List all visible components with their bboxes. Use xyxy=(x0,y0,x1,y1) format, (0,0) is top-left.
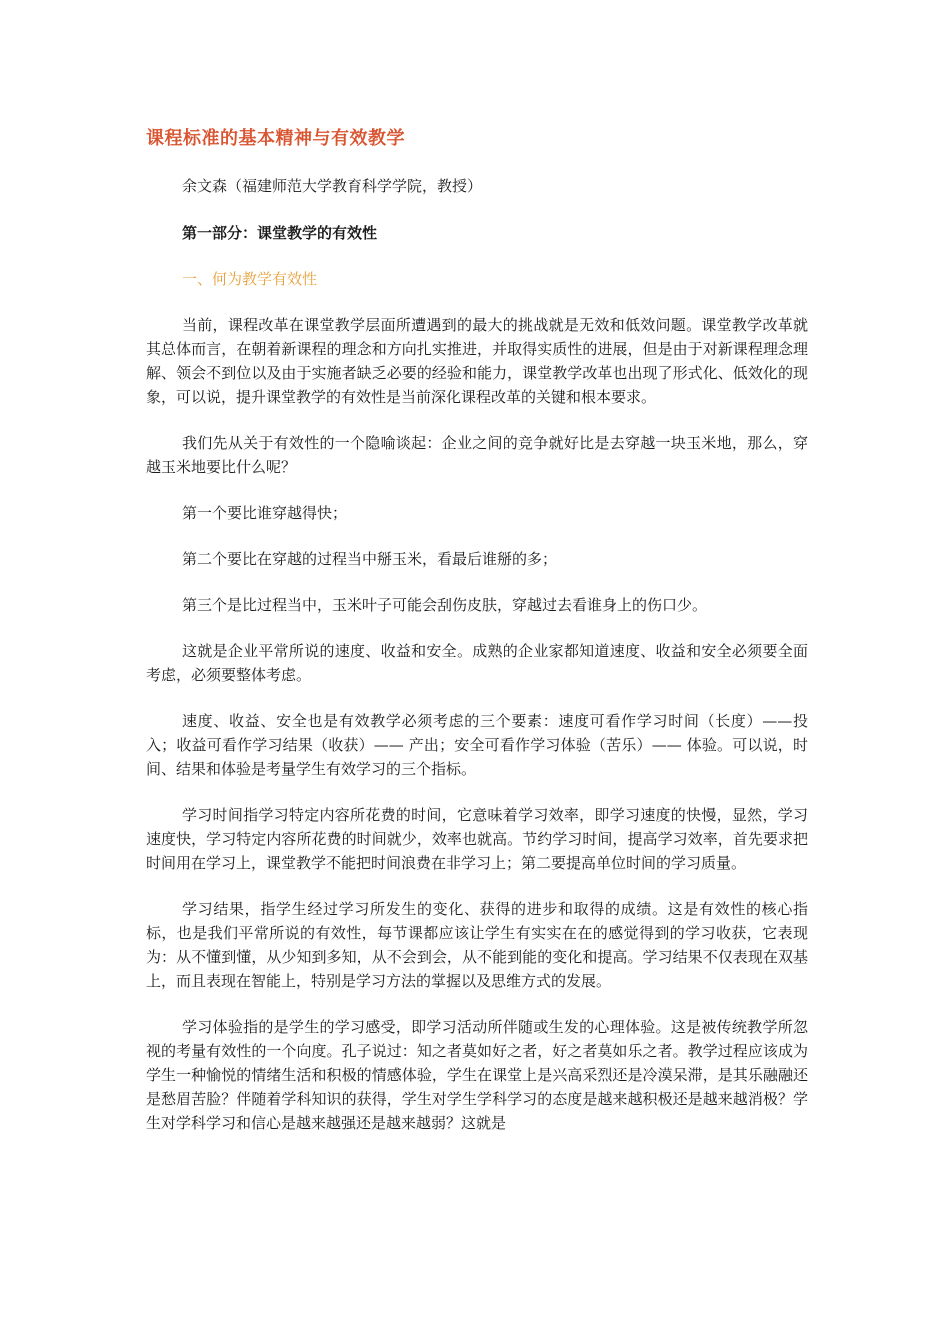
paragraph: 第一个要比谁穿越得快； xyxy=(182,504,348,522)
document-title: 课程标准的基本精神与有效教学 xyxy=(146,128,405,149)
paragraph: 学习结果，指学生经过学习所发生的变化、获得的进步和取得的成绩。这是有效性的核心指标，也是我们平常所说的有效性，每节课都应该让学生有实实在在的感觉得到的学习收获，它表现为：从不懂到懂，从少知到多知，从不会到会，从不能到能的变化和提高。学习结果不仅表现在双基上，而且表现在智能上，特别是学习方法的掌握以及思维方式的发展。 xyxy=(146,900,808,990)
paragraph: 我们先从关于有效性的一个隐喻谈起：企业之间的竞争就好比是去穿越一块玉米地，那么，穿越玉米地要比什么呢？ xyxy=(146,434,808,476)
body-text xyxy=(146,313,808,1157)
paragraph: 第三个是比过程当中，玉米叶子可能会刮伤皮肤，穿越过去看谁身上的伤口少。 xyxy=(182,596,708,614)
section-heading: 一、何为教学有效性 xyxy=(182,270,318,288)
paragraph: 速度、收益、安全也是有效教学必须考虑的三个要素：速度可看作学习时间（长度）——投入；收益可看作学习结果（收获）—— 产出；安全可看作学习体验（苦乐）—— 体验。可以说，时间、结果和体验是考量学生有效学习的三个指标。 xyxy=(146,712,808,778)
paragraph: 这就是企业平常所说的速度、收益和安全。成熟的企业家都知道速度、收益和安全必须要全面考虑，必须要整体考虑。 xyxy=(146,642,808,684)
part-heading: 第一部分：课堂教学的有效性 xyxy=(182,224,378,242)
paragraph: 学习体验指的是学生的学习感受，即学习活动所伴随或生发的心理体验。这是被传统教学所忽视的考量有效性的一个向度。孔子说过：知之者莫如好之者，好之者莫如乐之者。教学过程应该成为学生一种愉悦的情绪生活和积极的情感体验，学生在课堂上是兴高采烈还是冷漠呆滞，是其乐融融还是愁眉苦脸？伴随着学科知识的获得，学生对学生学科学习的态度是越来越积极还是越来越消极？学生对学科学习和信心是越来越强还是越来越弱？这就是 xyxy=(146,1018,808,1132)
paragraph: 第二个要比在穿越的过程当中掰玉米，看最后谁掰的多； xyxy=(182,550,558,568)
author-line: 余文森（福建师范大学教育科学学院，教授） xyxy=(182,177,483,195)
paragraph: 学习时间指学习特定内容所花费的时间，它意味着学习效率，即学习速度的快慢，显然，学习速度快，学习特定内容所花费的时间就少，效率也就高。节约学习时间，提高学习效率，首先要求把时间用在学习上，课堂教学不能把时间浪费在非学习上；第二要提高单位时间的学习质量。 xyxy=(146,806,808,872)
paragraph: 当前，课程改革在课堂教学层面所遭遇到的最大的挑战就是无效和低效问题。课堂教学改革就其总体而言，在朝着新课程的理念和方向扎实推进，并取得实质性的进展，但是由于对新课程理念理解、领会不到位以及由于实施者缺乏必要的经验和能力，课堂教学改革也出现了形式化、低效化的现象，可以说，提升课堂教学的有效性是当前深化课程改革的关键和根本要求。 xyxy=(146,316,808,406)
